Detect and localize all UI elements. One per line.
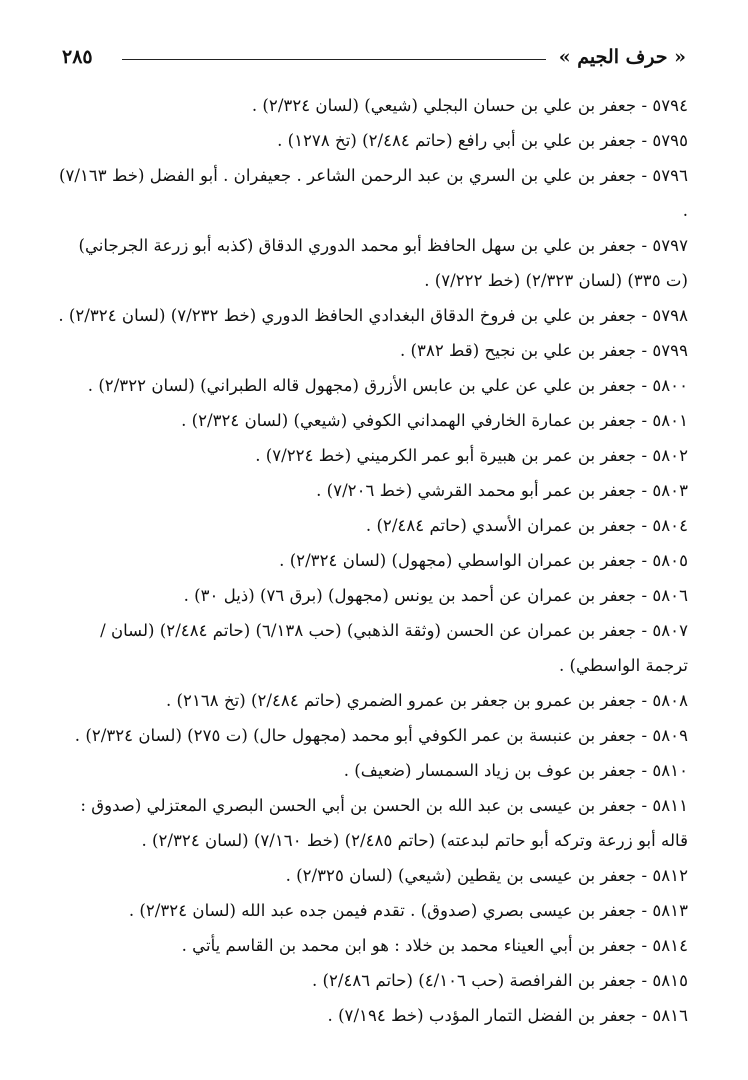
entry-number: ٥٧٩٧ <box>652 236 688 255</box>
entry-number: ٥٨١٣ <box>652 901 688 920</box>
entry-number: ٥٨٠٩ <box>652 726 688 745</box>
entry-number: ٥٨١٢ <box>652 866 688 885</box>
entry-text: جعفر بن عمران الأسدي (حاتم ٢/٤٨٤) . <box>365 516 637 535</box>
entry: ٥٨١١ - جعفر بن عيسى بن عبد الله بن الحسن بن أبي الحسن البصري المعتزلي (صدوق : قاله أبو زرعة وتركه أبو حاتم لبدعته) (حاتم ٢/٤٨٥) (خط ٧/١٦٠) (لسان ٢/٣٢٤) . <box>80 796 688 850</box>
entry: ٥٨٠٠ - جعفر بن علي عن علي بن عابس الأزرق (مجهول قاله الطبراني) (لسان ٢/٣٢٢) . <box>87 376 688 395</box>
entry-text: جعفر بن عمر بن هبيرة أبو عمر الكرميني (خط ٧/٢٢٤) . <box>255 446 637 465</box>
entry-number: ٥٨٠٥ <box>652 551 688 570</box>
entry-text: جعفر بن عوف بن زياد السمسار (ضعيف) . <box>343 761 637 780</box>
entry-number: ٥٨١٦ <box>652 1006 688 1025</box>
page-header <box>62 44 686 74</box>
entry-number: ٥٨٠٧ <box>652 621 688 640</box>
entry: ٥٧٩٩ - جعفر بن علي بن نجيح (قط ٣٨٢) . <box>400 341 688 360</box>
entry-number: ٥٨١٤ <box>652 936 688 955</box>
entry: ٥٨٠٢ - جعفر بن عمر بن هبيرة أبو عمر الكرميني (خط ٧/٢٢٤) . <box>255 446 688 465</box>
entry: ٥٧٩٨ - جعفر بن علي بن فروخ الدقاق البغدادي الحافظ الدوري (خط ٧/٢٣٢) (لسان ٢/٣٢٤) . <box>58 306 688 325</box>
entry-text: جعفر بن علي بن السري بن عبد الرحمن الشاعر . جعيفران . أبو الفضل (خط ٧/١٦٣) . <box>58 166 688 220</box>
entry: ٥٧٩٥ - جعفر بن علي بن أبي رافع (حاتم ٢/٤٨٤) (تخ ١٢٧٨) . <box>277 131 688 150</box>
entry: ٥٨١٣ - جعفر بن عيسى بصري (صدوق) . تقدم فيمن جده عبد الله (لسان ٢/٣٢٤) . <box>128 901 688 920</box>
entry: ٥٨٠٤ - جعفر بن عمران الأسدي (حاتم ٢/٤٨٤) . <box>365 516 688 535</box>
page-number: ٢٨٥ <box>62 46 93 68</box>
entry-text: جعفر بن عمران عن أحمد بن يونس (مجهول) (برق ٧٦) (ذيل ٣٠) . <box>183 586 637 605</box>
entry: ٥٨١٠ - جعفر بن عوف بن زياد السمسار (ضعيف) . <box>343 761 688 780</box>
entry-list <box>58 88 688 1033</box>
entry-text: جعفر بن عنبسة بن عمر الكوفي أبو محمد (مجهول حال) (ت ٢٧٥) (لسان ٢/٣٢٤) . <box>74 726 637 745</box>
entry-number: ٥٨٠٨ <box>652 691 688 710</box>
entry-text: جعفر بن علي بن نجيح (قط ٣٨٢) . <box>400 341 637 360</box>
entry-number: ٥٧٩٦ <box>652 166 688 185</box>
entry-text: جعفر بن علي بن سهل الحافظ أبو محمد الدوري الدقاق (كذبه أبو زرعة الجرجاني) (ت ٣٣٥) (لسان ٢/٣٢٣) (خط ٧/٢٢٢) . <box>78 236 688 290</box>
entry: ٥٨١٦ - جعفر بن الفضل التمار المؤدب (خط ٧/١٩٤) . <box>327 1006 688 1025</box>
entry-text: جعفر بن علي بن حسان البجلي (شيعي) (لسان ٢/٣٢٤) . <box>251 96 637 115</box>
entry-number: ٥٨٠٢ <box>652 446 688 465</box>
entry-text: جعفر بن عمارة الخارفي الهمداني الكوفي (شيعي) (لسان ٢/٣٢٤) . <box>181 411 637 430</box>
entry: ٥٨١٤ - جعفر بن أبي العيناء محمد بن خلاد : هو ابن محمد بن القاسم يأتي . <box>181 936 688 955</box>
entry-number: ٥٨٠٦ <box>652 586 688 605</box>
entry-text: جعفر بن عمران الواسطي (مجهول) (لسان ٢/٣٢٤) . <box>279 551 637 570</box>
entry-text: جعفر بن أبي العيناء محمد بن خلاد : هو ابن محمد بن القاسم يأتي . <box>181 936 637 955</box>
entry: ٥٧٩٧ - جعفر بن علي بن سهل الحافظ أبو محمد الدوري الدقاق (كذبه أبو زرعة الجرجاني) (ت ٣٣٥) (لسان ٢/٣٢٣) (خط ٧/٢٢٢) . <box>78 236 688 290</box>
entry: ٥٧٩٤ - جعفر بن علي بن حسان البجلي (شيعي) (لسان ٢/٣٢٤) . <box>251 96 688 115</box>
header-divider <box>122 59 546 60</box>
entry-number: ٥٨١٠ <box>652 761 688 780</box>
entry-number: ٥٨١٥ <box>652 971 688 990</box>
entry: ٥٨٠٣ - جعفر بن عمر أبو محمد القرشي (خط ٧/٢٠٦) . <box>316 481 688 500</box>
entry-text: جعفر بن علي عن علي بن عابس الأزرق (مجهول قاله الطبراني) (لسان ٢/٣٢٢) . <box>87 376 637 395</box>
entry-number: ٥٧٩٩ <box>652 341 688 360</box>
entry: ٥٨١٥ - جعفر بن الفرافصة (حب ٤/١٠٦) (حاتم ٢/٤٨٦) . <box>311 971 688 990</box>
entry-number: ٥٧٩٤ <box>652 96 688 115</box>
entry-text: جعفر بن عيسى بن عبد الله بن الحسن بن أبي الحسن البصري المعتزلي (صدوق : قاله أبو زرعة وتركه أبو حاتم لبدعته) (حاتم ٢/٤٨٥) (خط ٧/١٦٠) (لسان ٢/٣٢٤) . <box>80 796 688 850</box>
entry: ٥٨٠٨ - جعفر بن عمرو بن جعفر بن عمرو الضمري (حاتم ٢/٤٨٤) (تخ ٢١٦٨) . <box>166 691 688 710</box>
entry-text: جعفر بن عمران عن الحسن (وثقة الذهبي) (حب ٦/١٣٨) (حاتم ٢/٤٨٤) (لسان / ترجمة الواسطي) . <box>100 621 688 675</box>
entry-text: جعفر بن علي بن فروخ الدقاق البغدادي الحافظ الدوري (خط ٧/٢٣٢) (لسان ٢/٣٢٤) . <box>58 306 637 325</box>
entry: ٥٨٠٧ - جعفر بن عمران عن الحسن (وثقة الذهبي) (حب ٦/١٣٨) (حاتم ٢/٤٨٤) (لسان / ترجمة الواسطي) . <box>100 621 688 675</box>
entry-text: جعفر بن الفضل التمار المؤدب (خط ٧/١٩٤) . <box>327 1006 637 1025</box>
entry: ٥٧٩٦ - جعفر بن علي بن السري بن عبد الرحمن الشاعر . جعيفران . أبو الفضل (خط ٧/١٦٣) . <box>58 166 688 220</box>
entry: ٥٨١٢ - جعفر بن عيسى بن يقطين (شيعي) (لسان ٢/٣٢٥) . <box>285 866 688 885</box>
entry: ٥٨٠٥ - جعفر بن عمران الواسطي (مجهول) (لسان ٢/٣٢٤) . <box>279 551 688 570</box>
entry: ٥٨٠٦ - جعفر بن عمران عن أحمد بن يونس (مجهول) (برق ٧٦) (ذيل ٣٠) . <box>183 586 688 605</box>
entry-number: ٥٨١١ <box>652 796 688 815</box>
entry: ٥٨٠٩ - جعفر بن عنبسة بن عمر الكوفي أبو محمد (مجهول حال) (ت ٢٧٥) (لسان ٢/٣٢٤) . <box>74 726 688 745</box>
entry-number: ٥٧٩٨ <box>652 306 688 325</box>
entry-number: ٥٨٠٠ <box>652 376 688 395</box>
entry-text: جعفر بن عيسى بصري (صدوق) . تقدم فيمن جده عبد الله (لسان ٢/٣٢٤) . <box>128 901 637 920</box>
entry-number: ٥٨٠٤ <box>652 516 688 535</box>
entry-text: جعفر بن علي بن أبي رافع (حاتم ٢/٤٨٤) (تخ ١٢٧٨) . <box>277 131 637 150</box>
entry: ٥٨٠١ - جعفر بن عمارة الخارفي الهمداني الكوفي (شيعي) (لسان ٢/٣٢٤) . <box>181 411 688 430</box>
entry-text: جعفر بن عيسى بن يقطين (شيعي) (لسان ٢/٣٢٥) . <box>285 866 637 885</box>
entry-text: جعفر بن عمرو بن جعفر بن عمرو الضمري (حاتم ٢/٤٨٤) (تخ ٢١٦٨) . <box>166 691 637 710</box>
entry-number: ٥٨٠٣ <box>652 481 688 500</box>
entry-number: ٥٧٩٥ <box>652 131 688 150</box>
entry-number: ٥٨٠١ <box>652 411 688 430</box>
entry-text: جعفر بن عمر أبو محمد القرشي (خط ٧/٢٠٦) . <box>316 481 637 500</box>
chapter-title: « حرف الجيم » <box>558 46 686 68</box>
entry-text: جعفر بن الفرافصة (حب ٤/١٠٦) (حاتم ٢/٤٨٦) . <box>311 971 637 990</box>
